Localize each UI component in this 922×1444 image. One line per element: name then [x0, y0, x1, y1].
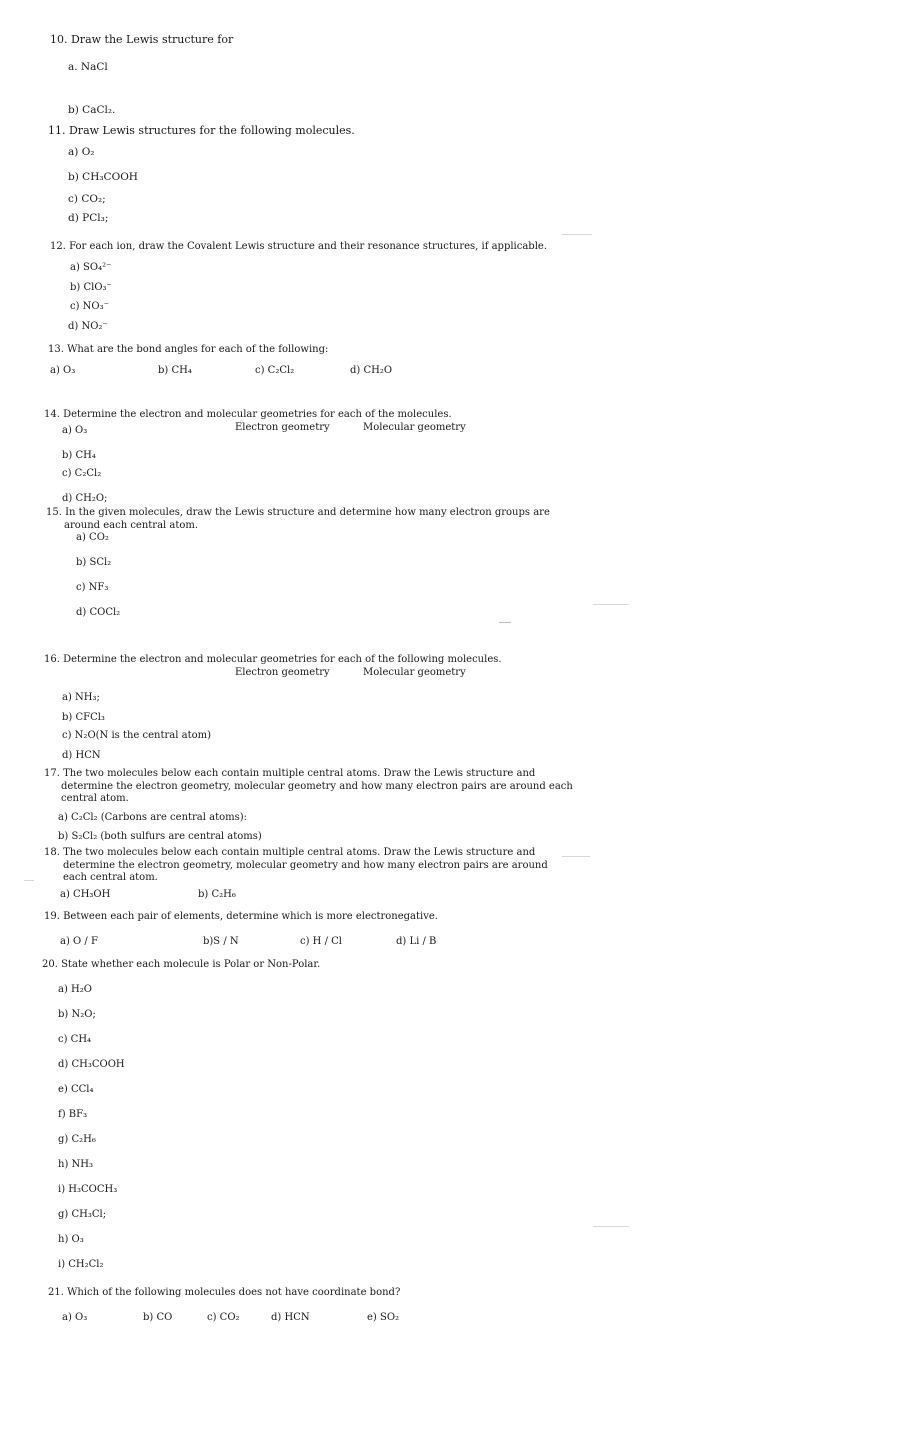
q15-option-c: c) NF₃ [76, 582, 109, 593]
q16-option-c: c) N₂O(N is the central atom) [62, 730, 212, 741]
q14-option-a: a) O₃ [62, 425, 88, 436]
q21-option-c: c) CO₂ [207, 1312, 240, 1323]
q20-item: h) O₃ [58, 1234, 84, 1245]
q14-column-electron-geometry: Electron geometry [235, 422, 330, 433]
page-mark [24, 880, 34, 881]
q12-option-c: c) NO₃⁻ [70, 301, 109, 312]
q11-option-d: d) PCl₃; [68, 212, 109, 224]
question-17-line-3: central atom. [61, 793, 129, 804]
q12-option-b: b) ClO₃⁻ [70, 282, 112, 293]
question-11-title: 11. Draw Lewis structures for the following molecules. [48, 124, 355, 137]
q20-item: i) H₃COCH₃ [58, 1184, 118, 1195]
q20-item: i) CH₂Cl₂ [58, 1259, 104, 1270]
q12-option-d: d) NO₂⁻ [68, 321, 108, 332]
q16-option-b: b) CFCl₃ [62, 712, 105, 723]
question-18-line-2: determine the electron geometry, molecular geometry and how many electron pairs are around [63, 860, 548, 871]
q19-option-a: a) O / F [60, 936, 98, 947]
question-21-title: 21. Which of the following molecules does not have coordinate bond? [48, 1287, 401, 1298]
q13-option-b: b) CH₄ [158, 365, 192, 376]
question-20-title: 20. State whether each molecule is Polar or Non-Polar. [42, 959, 321, 970]
question-17-line-1: 17. The two molecules below each contain multiple central atoms. Draw the Lewis structure and [44, 768, 536, 779]
q10-option-b: b) CaCl₂. [68, 104, 116, 116]
q20-item: a) H₂O [58, 984, 92, 995]
q14-column-molecular-geometry: Molecular geometry [363, 422, 466, 433]
question-18-line-3: each central atom. [63, 872, 158, 883]
q20-item: c) CH₄ [58, 1034, 92, 1045]
q16-option-d: d) HCN [62, 750, 101, 761]
page-mark [593, 1226, 629, 1227]
q20-item: d) CH₃COOH [58, 1059, 125, 1070]
q13-option-d: d) CH₂O [350, 365, 393, 376]
q20-item: g) C₂H₆ [58, 1134, 96, 1145]
q19-option-d: d) Li / B [396, 936, 437, 947]
question-15-line-2: around each central atom. [64, 520, 199, 531]
q15-option-d: d) COCl₂ [76, 607, 121, 618]
question-12-title: 12. For each ion, draw the Covalent Lewis structure and their resonance structures, if applicable. [50, 241, 548, 252]
page-mark [499, 622, 511, 623]
q21-option-a: a) O₃ [62, 1312, 88, 1323]
q14-option-c: c) C₂Cl₂ [62, 468, 102, 479]
question-14-title: 14. Determine the electron and molecular geometries for each of the molecules. [44, 409, 452, 420]
q21-option-e: e) SO₂ [367, 1312, 400, 1323]
page-mark [562, 234, 592, 235]
page-mark [593, 604, 629, 605]
q11-option-c: c) CO₂; [68, 193, 106, 205]
question-15-line-1: 15. In the given molecules, draw the Lewis structure and determine how many electron groups are [46, 507, 550, 518]
q11-option-b: b) CH₃COOH [68, 171, 138, 183]
q15-option-b: b) SCl₂ [76, 557, 112, 568]
q16-option-a: a) NH₃; [62, 692, 100, 703]
question-18-line-1: 18. The two molecules below each contain multiple central atoms. Draw the Lewis structure and [44, 847, 536, 858]
q13-option-c: c) C₂Cl₂ [255, 365, 295, 376]
question-19-title: 19. Between each pair of elements, determine which is more electronegative. [44, 911, 438, 922]
q20-item: b) N₂O; [58, 1009, 96, 1020]
q15-option-a: a) CO₂ [76, 532, 109, 543]
question-17-line-2: determine the electron geometry, molecular geometry and how many electron pairs are around each [61, 781, 573, 792]
question-13-title: 13. What are the bond angles for each of the following: [48, 344, 329, 355]
q20-item: e) CCl₄ [58, 1084, 94, 1095]
q18-option-a: a) CH₃OH [60, 889, 111, 900]
q14-option-d: d) CH₂O; [62, 493, 108, 504]
q20-item: h) NH₃ [58, 1159, 93, 1170]
q18-option-b: b) C₂H₆ [198, 889, 236, 900]
question-16-title: 16. Determine the electron and molecular geometries for each of the following molecules. [44, 654, 502, 665]
q21-option-b: b) CO [143, 1312, 173, 1323]
q13-option-a: a) O₃ [50, 365, 76, 376]
q19-option-b: b)S / N [203, 936, 239, 947]
q21-option-d: d) HCN [271, 1312, 310, 1323]
q20-item: g) CH₃Cl; [58, 1209, 107, 1220]
q20-item: f) BF₃ [58, 1109, 88, 1120]
question-10-title: 10. Draw the Lewis structure for [50, 33, 234, 46]
q16-column-molecular-geometry: Molecular geometry [363, 667, 466, 678]
q17-option-a: a) C₂Cl₂ (Carbons are central atoms): [58, 812, 248, 823]
q14-option-b: b) CH₄ [62, 450, 96, 461]
q10-option-a: a. NaCl [68, 61, 108, 73]
q11-option-a: a) O₂ [68, 146, 95, 158]
q16-column-electron-geometry: Electron geometry [235, 667, 330, 678]
page-mark [562, 856, 590, 857]
q17-option-b: b) S₂Cl₂ (both sulfurs are central atoms) [58, 831, 262, 842]
q19-option-c: c) H / Cl [300, 936, 342, 947]
q12-option-a: a) SO₄²⁻ [70, 262, 112, 273]
